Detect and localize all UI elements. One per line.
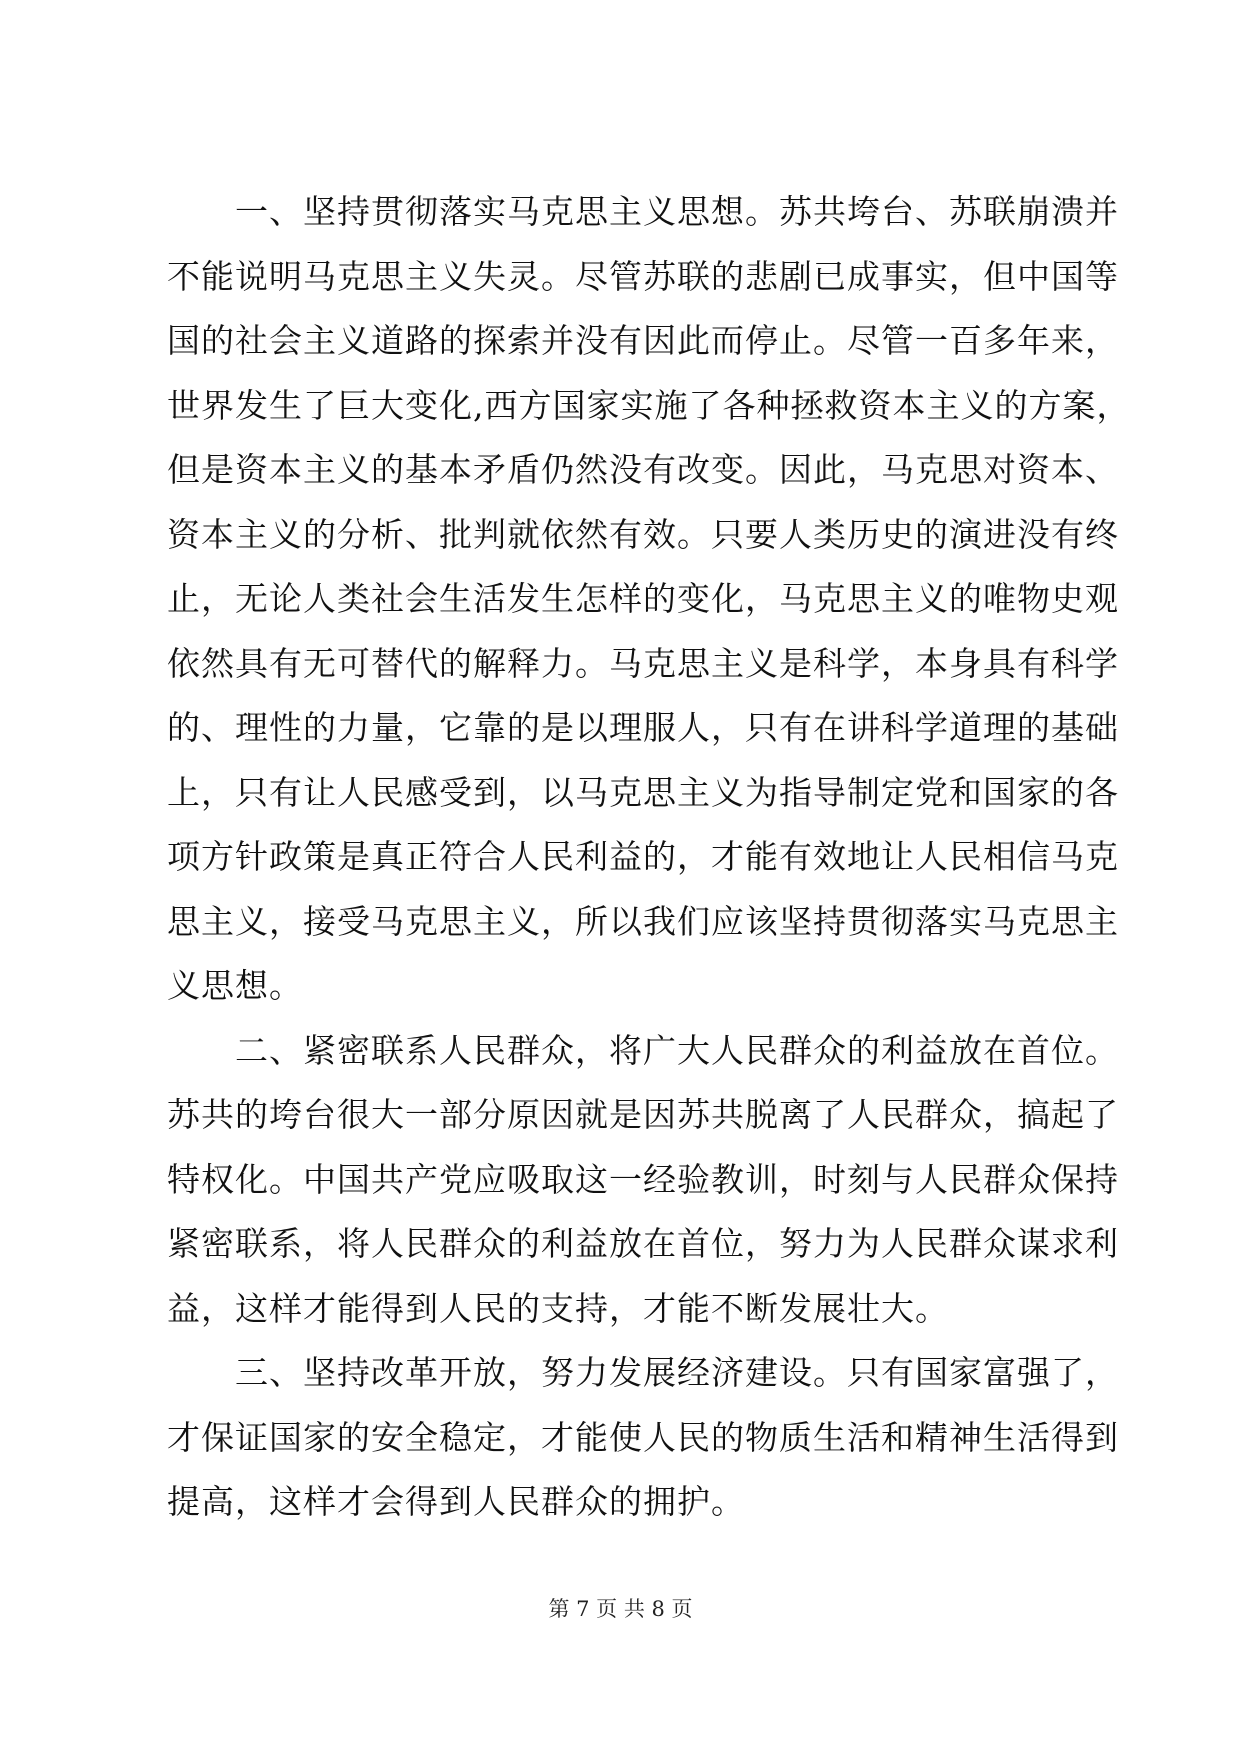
text-line: 益，这样才能得到人民的支持，才能不断发展壮大。	[167, 1288, 949, 1328]
text-line: 紧密联系，将人民群众的利益放在首位，努力为人民群众谋求利	[167, 1224, 1119, 1263]
paragraph-2	[167, 1019, 1119, 1342]
paragraph-3	[167, 1341, 1119, 1535]
text-line: 不能说明马克思主义失灵。尽管苏联的悲剧已成事实，但中国等	[167, 256, 1119, 296]
text-line: 特权化。中国共产党应吸取这一经验教训，时刻与人民群众保持	[167, 1159, 1119, 1199]
text-line: 止，无论人类社会生活发生怎样的变化，马克思主义的唯物史观	[167, 579, 1119, 618]
text-line: 苏共的垮台很大一部分原因就是因苏共脱离了人民群众，搞起了	[167, 1095, 1119, 1134]
text-line: 但是资本主义的基本矛盾仍然没有改变。因此，马克思对资本、	[167, 450, 1119, 489]
text-line: 项方针政策是真正符合人民利益的，才能有效地让人民相信马克	[167, 837, 1119, 876]
text-line: 资本主义的分析、批判就依然有效。只要人类历史的演进没有终	[167, 514, 1119, 554]
paragraph-1	[167, 180, 1131, 1019]
text-line: 三、坚持改革开放，努力发展经济建设。只有国家富强了，	[235, 1353, 1119, 1392]
text-line: 一、坚持贯彻落实马克思主义思想。苏共垮台、苏联崩溃并	[235, 192, 1119, 231]
text-line: 上，只有让人民感受到，以马克思主义为指导制定党和国家的各	[167, 772, 1119, 812]
text-line: 义思想。	[167, 966, 303, 1005]
text-line: 才保证国家的安全稳定，才能使人民的物质生活和精神生活得到	[167, 1417, 1119, 1457]
text-line: 思主义，接受马克思主义，所以我们应该坚持贯彻落实马克思主	[167, 901, 1119, 941]
text-line: 世界发生了巨大变化,西方国家实施了各种拯救资本主义的方案，	[167, 385, 1131, 425]
document-body	[167, 180, 1131, 1535]
text-line: 依然具有无可替代的解释力。马克思主义是科学，本身具有科学	[167, 643, 1119, 683]
text-line: 提高，这样才会得到人民群众的拥护。	[167, 1482, 745, 1521]
text-line: 的、理性的力量，它靠的是以理服人，只有在讲科学道理的基础	[167, 708, 1119, 747]
page-number-footer: 第 7 页 共 8 页	[548, 1597, 693, 1621]
text-line: 国的社会主义道路的探索并没有因此而停止。尽管一百多年来，	[167, 321, 1119, 360]
text-line: 二、紧密联系人民群众，将广大人民群众的利益放在首位。	[235, 1030, 1119, 1070]
